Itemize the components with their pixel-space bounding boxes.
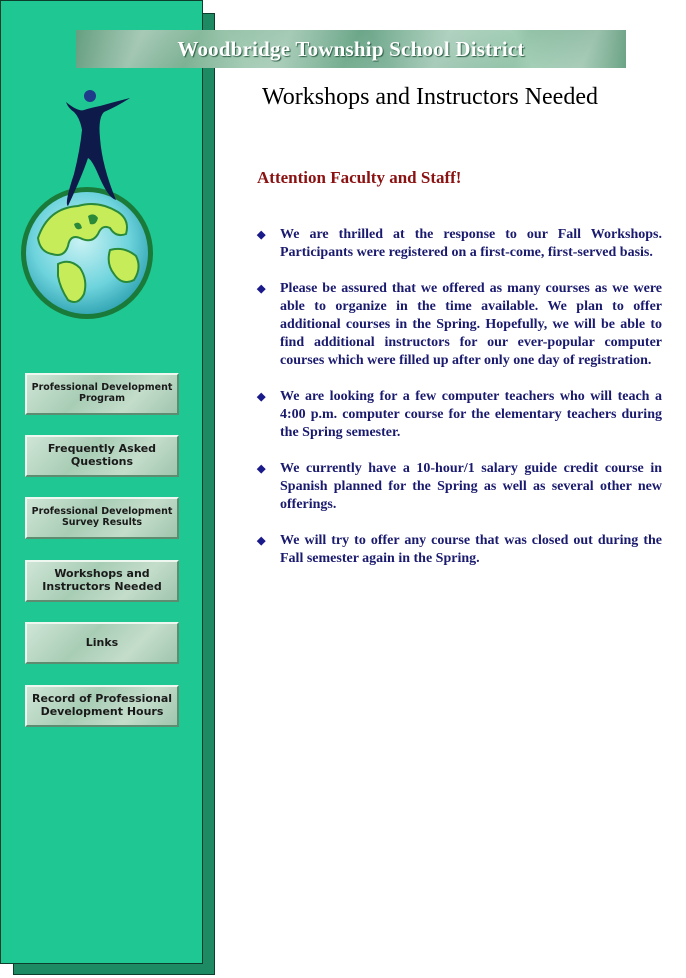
attention-heading: Attention Faculty and Staff! bbox=[257, 168, 462, 187]
list-item bbox=[257, 532, 662, 568]
nav-button-label: Frequently Asked Questions bbox=[47, 442, 157, 468]
nav-button-frequently-asked-questions[interactable] bbox=[25, 435, 179, 477]
list-item bbox=[257, 226, 662, 262]
nav-button-label: Record of Professional Development Hours bbox=[31, 692, 173, 718]
diamond-bullet-icon: ◆ bbox=[257, 283, 266, 295]
list-item bbox=[257, 280, 662, 370]
nav-button-record-of-professional-development-hours[interactable] bbox=[25, 685, 179, 727]
list-item-text: Please be assured that we offered as many courses as we were able to organize in the time available. We plan to offer additional courses in the Spring. Hopefully, we will be able to find additional instructors for our ever-popular computer courses which were filled up after only one day of registration. bbox=[280, 281, 662, 368]
list-item bbox=[257, 388, 662, 442]
diamond-bullet-icon: ◆ bbox=[257, 391, 266, 403]
nav-button-professional-development-survey-results[interactable] bbox=[25, 497, 179, 539]
nav-button-label: Professional Development Program bbox=[31, 382, 173, 404]
person-on-globe-icon bbox=[18, 88, 158, 323]
list-item-text: We are thrilled at the response to our Fall Workshops. Participants were registered on a first-come, first-served basis. bbox=[280, 227, 662, 260]
nav-button-label: Workshops and Instructors Needed bbox=[42, 567, 162, 593]
diamond-bullet-icon: ◆ bbox=[257, 535, 266, 547]
nav-button-links[interactable] bbox=[25, 622, 179, 664]
nav-button-label: Professional Development Survey Results bbox=[31, 506, 173, 528]
announcement-list bbox=[257, 226, 662, 586]
list-item-text: We will try to offer any course that was closed out during the Fall semester again in the Spring. bbox=[280, 533, 662, 566]
list-item-text: We currently have a 10-hour/1 salary guide credit course in Spanish planned for the Spring as well as several other new offerings. bbox=[280, 461, 662, 512]
page-title: Workshops and Instructors Needed bbox=[262, 84, 598, 110]
nav-button-workshops-and-instructors-needed[interactable] bbox=[25, 560, 179, 602]
site-title: Woodbridge Township School District bbox=[177, 36, 525, 61]
nav-button-professional-development-program[interactable] bbox=[25, 373, 179, 415]
header-banner bbox=[76, 30, 626, 68]
list-item bbox=[257, 460, 662, 514]
nav-button-label: Links bbox=[85, 635, 119, 649]
diamond-bullet-icon: ◆ bbox=[257, 463, 266, 475]
list-item-text: We are looking for a few computer teachers who will teach a 4:00 p.m. computer course for the elementary teachers during the Spring semester. bbox=[280, 389, 662, 440]
diamond-bullet-icon: ◆ bbox=[257, 229, 266, 241]
